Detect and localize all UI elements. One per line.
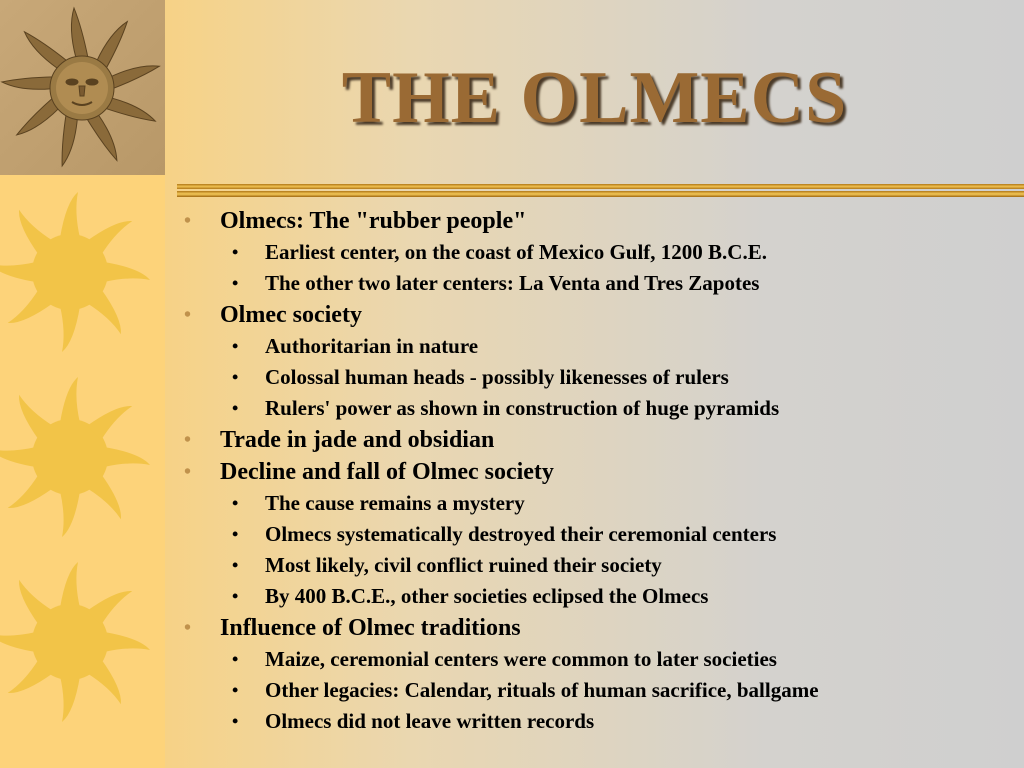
bullet-text: Decline and fall of Olmec society [220, 459, 554, 485]
sun-face-icon [0, 0, 165, 175]
sub-bullet-text: Rulers' power as shown in construction of huge pyramids [265, 396, 780, 420]
bullet-text: Olmec society [220, 302, 362, 328]
sub-bullet-item [184, 331, 1014, 362]
bullet-dot: • [184, 304, 192, 326]
bullet-text: Trade in jade and obsidian [220, 427, 495, 453]
sub-bullet-item [184, 644, 1014, 675]
sub-bullet-dot: • [232, 273, 239, 293]
sun-face-tile [0, 0, 165, 175]
bullet-text: Olmecs: The "rubber people" [220, 208, 527, 234]
sub-bullet-dot: • [232, 336, 239, 356]
bullet-item [184, 299, 1014, 331]
title-divider [177, 184, 1024, 199]
sub-bullet-item [184, 550, 1014, 581]
sub-bullet-item [184, 706, 1014, 737]
sub-bullet-dot: • [232, 367, 239, 387]
sub-bullet-item [184, 675, 1014, 706]
sub-bullet-dot: • [232, 555, 239, 575]
bullet-item [184, 424, 1014, 456]
sub-bullet-text: The other two later centers: La Venta and Tres Zapotes [265, 271, 760, 295]
sub-bullet-text: Most likely, civil conflict ruined their society [265, 553, 662, 577]
left-decor-strip [0, 0, 165, 768]
slide-body [184, 205, 1014, 737]
sub-bullet-dot: • [232, 398, 239, 418]
sub-bullet-text: Colossal human heads - possibly likenesses of rulers [265, 365, 729, 389]
sub-bullet-text: Olmecs systematically destroyed their ceremonial centers [265, 522, 777, 546]
sun-icon [0, 180, 165, 365]
bullet-dot: • [184, 429, 192, 451]
sub-bullet-text: Maize, ceremonial centers were common to later societies [265, 647, 777, 671]
sub-bullet-item [184, 268, 1014, 299]
sun-icon [0, 365, 165, 550]
sub-bullet-item [184, 393, 1014, 424]
bullet-dot: • [184, 461, 192, 483]
sub-bullet-dot: • [232, 524, 239, 544]
sub-bullet-text: Olmecs did not leave written records [265, 709, 595, 733]
sub-bullet-item [184, 488, 1014, 519]
sub-bullet-item [184, 581, 1014, 612]
sub-bullet-dot: • [232, 680, 239, 700]
bullet-item [184, 612, 1014, 644]
bullet-item [184, 205, 1014, 237]
bullet-dot: • [184, 210, 192, 232]
sub-bullet-item [184, 362, 1014, 393]
sub-bullet-dot: • [232, 242, 239, 262]
slide-title: THE OLMECS [341, 57, 848, 139]
sub-bullet-text: Authoritarian in nature [265, 334, 479, 358]
sub-bullet-dot: • [232, 586, 239, 606]
sub-bullet-item [184, 237, 1014, 268]
bullet-text: Influence of Olmec traditions [220, 615, 521, 641]
sub-bullet-text: The cause remains a mystery [265, 491, 525, 515]
bullet-item [184, 456, 1014, 488]
sub-bullet-item [184, 519, 1014, 550]
sub-bullet-dot: • [232, 649, 239, 669]
sub-bullet-text: Other legacies: Calendar, rituals of human sacrifice, ballgame [265, 678, 819, 702]
sub-bullet-text: By 400 B.C.E., other societies eclipsed the Olmecs [265, 584, 709, 608]
bullet-dot: • [184, 617, 192, 639]
sub-bullet-text: Earliest center, on the coast of Mexico Gulf, 1200 B.C.E. [265, 240, 767, 264]
sub-bullet-dot: • [232, 493, 239, 513]
sub-bullet-dot: • [232, 711, 239, 731]
sun-icon [0, 550, 165, 735]
